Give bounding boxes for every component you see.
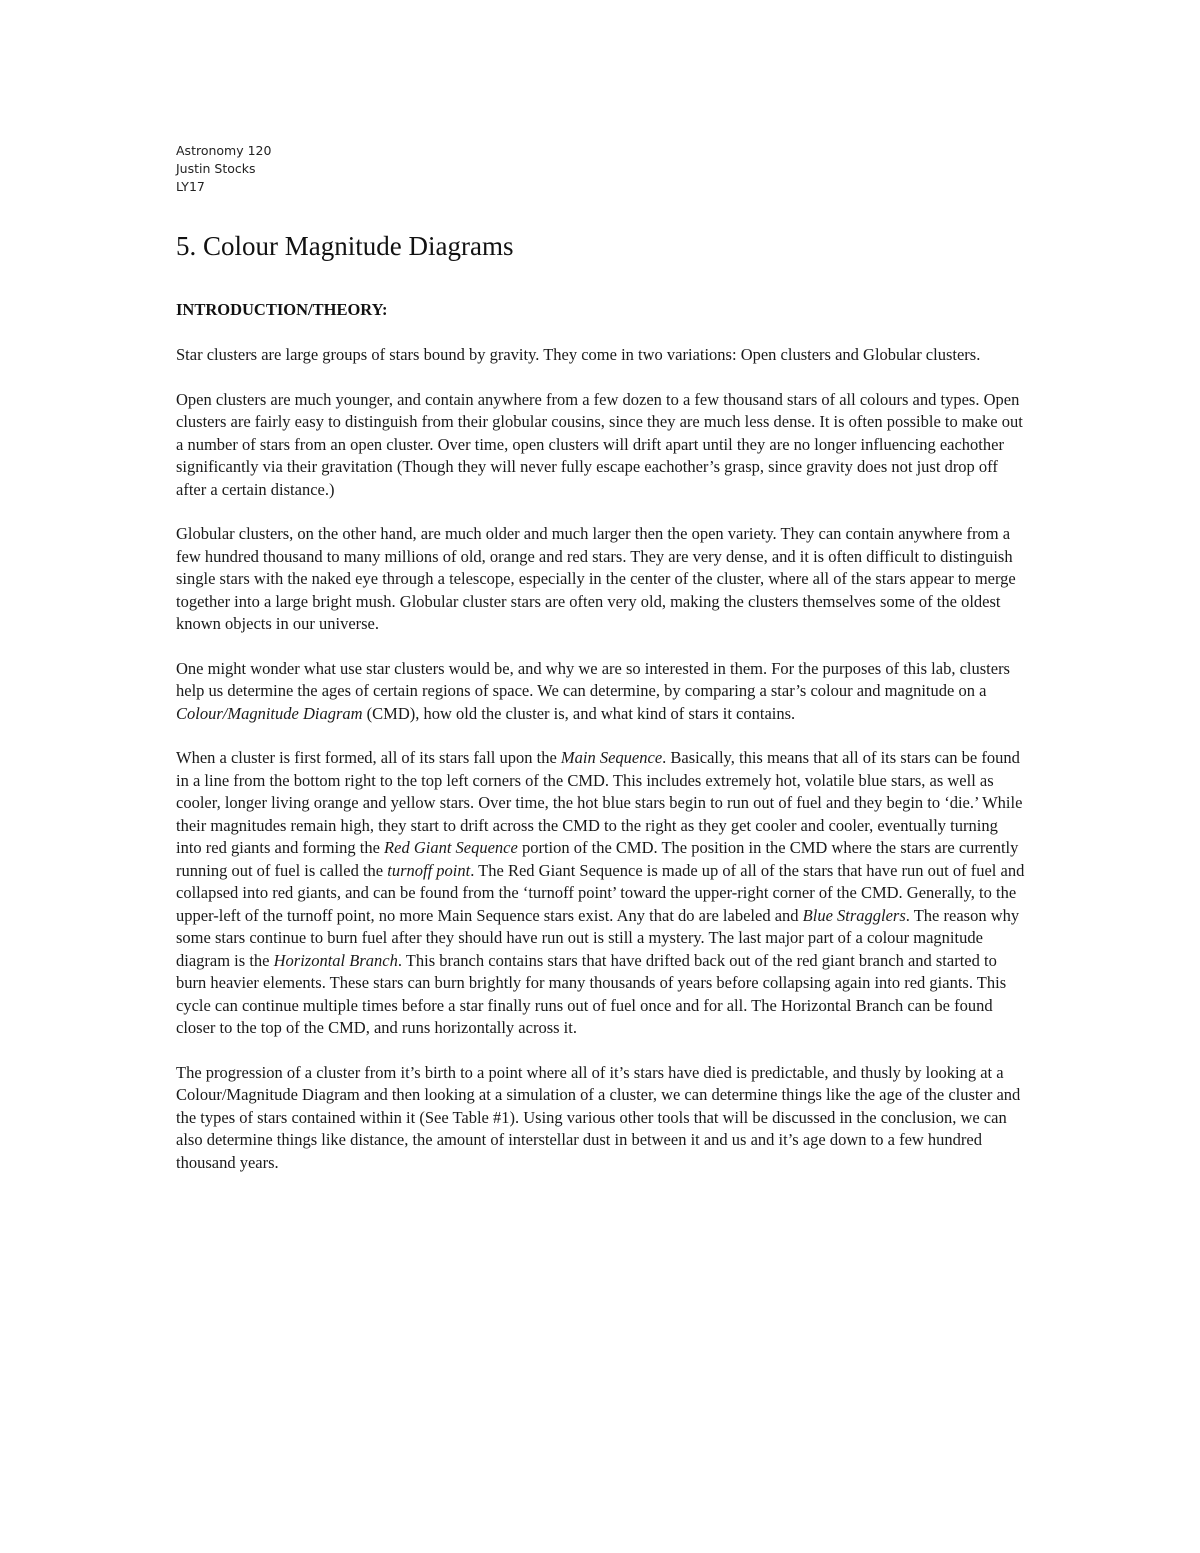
paragraph-purpose: [176, 658, 1026, 726]
emphasis-term: Main Sequence: [560, 748, 663, 767]
paragraph-text: . This branch contains stars that have drifted back out of the red giant branch and started to burn heavier elements. These stars can burn brightly for many thousands of years before collapsing again into red giants. This cycle can continue multiple times before a star finally runs out of fuel once and for all. The Horizontal Branch can be found closer to the top of the CMD, and runs horizontally across it.: [176, 950, 1007, 1037]
paragraph-globular-clusters: Globular clusters, on the other hand, are much older and much larger then the open variety. They can contain anywhere from a few hundred thousand to many millions of old, orange and red stars. They are very dense, and it is often difficult to distinguish single stars with the naked eye through a telescope, especially in the center of the cluster, where all of the stars appear to merge together into a large bright mush. Globular cluster stars are often very old, making the clusters themselves some of the oldest known objects in our universe.: [176, 524, 1016, 633]
paragraph-text: When a cluster is first formed, all of its stars fall upon the: [176, 748, 561, 767]
paragraph-text: (CMD), how old the cluster is, and what kind of stars it contains.: [362, 703, 796, 723]
course-code: LY17: [176, 179, 205, 194]
document-page: [176, 142, 1026, 1191]
course-name: Astronomy 120: [176, 143, 272, 158]
paragraph-progression: The progression of a cluster from it’s birth to a point where all of it’s stars have died is predictable, and thusly by looking at a Colour/Magnitude Diagram and then looking at a simulation of a cluster, we can determine things like the age of the cluster and the types of stars contained within it (See Table #1). Using various other tools that will be discussed in the conclusion, we can also determine things like distance, the amount of interstellar dust in between it and us and it’s age down to a few hundred thousand years.: [176, 1062, 1021, 1172]
paragraph-text: . Basically, this means that all of its stars can be found in a line from the bottom right to the top left corners of the CMD. This includes extremely hot, volatile blue stars, as well as cooler, longer living orange and yellow stars. Over time, the hot blue stars begin to run out of fuel and they begin to ‘die.’ While their magnitudes remain high, they start to drift across the CMD to the right as they get cooler and cooler, eventually turning into red giants and forming the: [176, 748, 1023, 857]
section-heading: INTRODUCTION/THEORY:: [176, 300, 388, 319]
emphasis-term: turnoff point: [387, 860, 471, 880]
paragraph-cluster-evolution: [176, 747, 1026, 1040]
paragraph-star-clusters: Star clusters are large groups of stars bound by gravity. They come in two variations: Open clusters and Globular clusters.: [176, 345, 981, 364]
emphasis-term: Horizontal Branch: [273, 950, 398, 970]
author-name: Justin Stocks: [176, 161, 256, 176]
paragraph-text: . The reason why some stars continue to burn fuel after they should have run out is still a mystery. The last major part of a colour magnitude diagram is the: [176, 905, 1020, 970]
emphasis-term: Colour/Magnitude Diagram: [176, 703, 363, 723]
paragraph-text: . The Red Giant Sequence is made up of all of the stars that have run out of fuel and collapsed into red giants, and can be found from the ‘turnoff point’ toward the upper-right corner of the CMD. Generally, to the upper-left of the turnoff point, no more Main Sequence stars exist. Any that do are labeled and: [176, 860, 1025, 925]
emphasis-term: Red Giant Sequence: [384, 838, 518, 857]
document-title: 5. Colour Magnitude Diagrams: [176, 231, 514, 261]
emphasis-term: Blue Stragglers: [802, 905, 906, 925]
paragraph-text: One might wonder what use star clusters would be, and why we are so interested in them. For the purposes of this lab, clusters help us determine the ages of certain regions of space. We can determine, by comparing a star’s colour and magnitude on a: [176, 658, 1010, 700]
paragraph-text: portion of the CMD. The position in the CMD where the stars are currently running out of fuel is called the: [176, 838, 1019, 880]
paragraph-open-clusters: Open clusters are much younger, and contain anywhere from a few dozen to a few thousand stars of all colours and types. Open clusters are fairly easy to distinguish from their globular cousins, since they are much less dense. It is often possible to make out a number of stars from an open cluster. Over time, open clusters will drift apart until they are no longer influencing eachother significantly via their gravitation (Though they will never fully escape eachother’s grasp, since gravity does not just drop off after a certain distance.): [176, 389, 1023, 499]
